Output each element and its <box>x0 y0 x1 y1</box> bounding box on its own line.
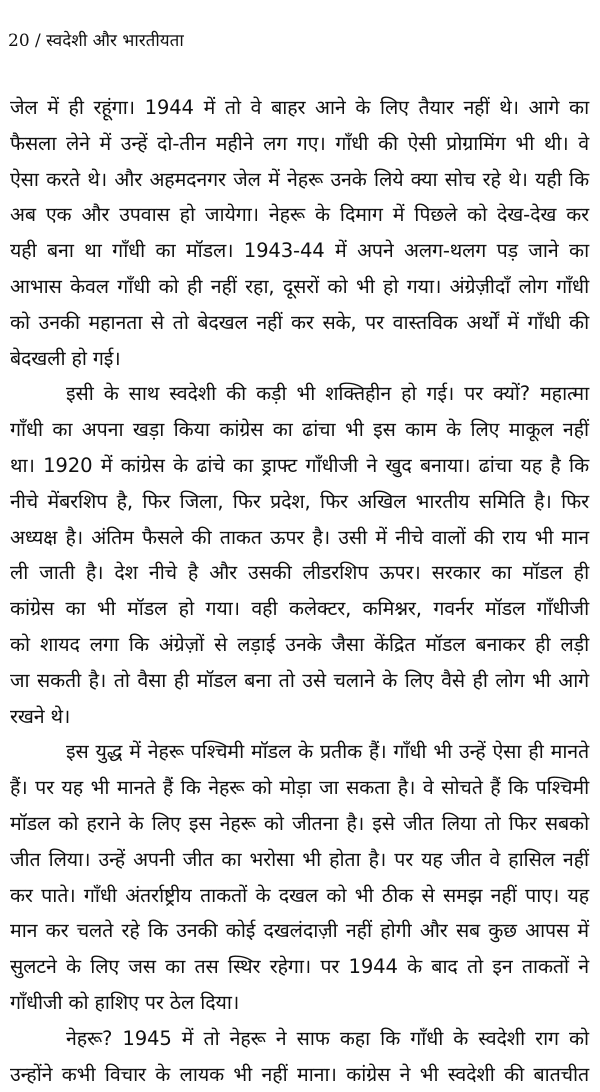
text-line: ऐसा करते थे। और अहमदनगर जेल में नेहरू उनके लिये क्या सोच रहे थे। यही कि <box>10 167 589 191</box>
text-line: जा सकती है। तो वैसा ही मॉडल बना तो उसे चलाने के लिए वैसे ही लोग भी आगे <box>10 668 589 692</box>
running-head: 20 / स्वदेशी और भारतीयता <box>8 31 184 51</box>
text-line: को उनकी महानता से तो बेदखल नहीं कर सके, पर वास्तविक अर्थों में गाँधी की <box>10 310 589 334</box>
text-line: अब एक और उपवास हो जायेगा। नेहरू के दिमाग में पिछले को देख-देख कर <box>10 203 589 227</box>
text-line: उन्होंने कभी विचार के लायक भी नहीं माना। कांग्रेस ने भी स्वदेशी की बातचीत <box>10 1062 589 1086</box>
text-line: गाँधी का अपना खड़ा किया कांग्रेस का ढांचा भी इस काम के लिए माकूल नहीं <box>10 418 589 442</box>
text-line: को शायद लगा कि अंग्रेज़ों से लड़ाई उनके जैसा केंद्रित मॉडल बनाकर ही लड़ी <box>10 632 589 656</box>
text-line: मान कर चलते रहे कि उनकी कोई दखलंदाज़ी नहीं होगी और सब कुछ आपस में <box>10 919 589 943</box>
text-line: रखने थे। <box>10 704 71 728</box>
body-text <box>10 90 589 1092</box>
text-line: अध्यक्ष है। अंतिम फैसले की ताकत ऊपर है। उसी में नीचे वालों की राय भी मान <box>10 525 589 549</box>
text-line: ली जाती है। देश नीचे है और उसकी लीडरशिप ऊपर। सरकार का मॉडल ही <box>10 561 589 585</box>
text-line: गाँधीजी को हाशिए पर ठेल दिया। <box>10 990 240 1014</box>
text-line: जीत लिया। उन्हें अपनी जीत का भरोसा भी होता है। पर यह जीत वे हासिल नहीं <box>10 847 589 871</box>
text-line: यही बना था गाँधी का मॉडल। 1943-44 में अपने अलग-थलग पड़ जाने का <box>10 239 589 263</box>
text-line: जेल में ही रहूंगा। 1944 में तो वे बाहर आने के लिए तैयार नहीं थे। आगे का <box>10 96 589 119</box>
text-line: नीचे मेंबरशिप है, फिर जिला, फिर प्रदेश, फिर अखिल भारतीय समिति है। फिर <box>10 489 589 513</box>
text-line: बेदखली हो गई। <box>10 346 121 370</box>
text-line: कांग्रेस का भी मॉडल हो गया। वही कलेक्टर, कमिश्नर, गवर्नर मॉडल गाँधीजी <box>10 597 589 621</box>
text-line: इसी के साथ स्वदेशी की कड़ी भी शक्तिहीन हो गई। पर क्यों? महात्मा <box>66 382 589 406</box>
text-line: आभास केवल गाँधी को ही नहीं रहा, दूसरों को भी हो गया। अंग्रेज़ीदाँ लोग गाँधी <box>10 274 589 298</box>
text-line: था। 1920 में कांग्रेस के ढांचे का ड्राफ्ट गाँधीजी ने खुद बनाया। ढांचा यह है कि <box>10 453 589 477</box>
text-line: कर पाते। गाँधी अंतर्राष्ट्रीय ताकतों के दखल को भी ठीक से समझ नहीं पाए। यह <box>10 883 589 907</box>
text-line: नेहरू? 1945 में तो नेहरू ने साफ कहा कि गाँधी के स्वदेशी राग को <box>66 1026 589 1050</box>
text-line: फैसला लेने में उन्हें दो-तीन महीने लग गए। गाँधी की ऐसी प्रोग्रामिंग भी थी। वे <box>10 131 589 155</box>
text-line: मॉडल को हराने के लिए इस नेहरू को जीतना है। इसे जीत लिया तो फिर सबको <box>10 811 589 835</box>
text-line: सुलटने के लिए जस का तस स्थिर रहेगा। पर 1944 के बाद तो इन ताकतों ने <box>10 955 589 979</box>
text-line: इस युद्ध में नेहरू पश्चिमी मॉडल के प्रतीक हैं। गाँधी भी उन्हें ऐसा ही मानते <box>66 740 589 764</box>
text-line: हैं। पर यह भी मानते हैं कि नेहरू को मोड़ा जा सकता है। वे सोचते हैं कि पश्चिमी <box>10 776 589 800</box>
